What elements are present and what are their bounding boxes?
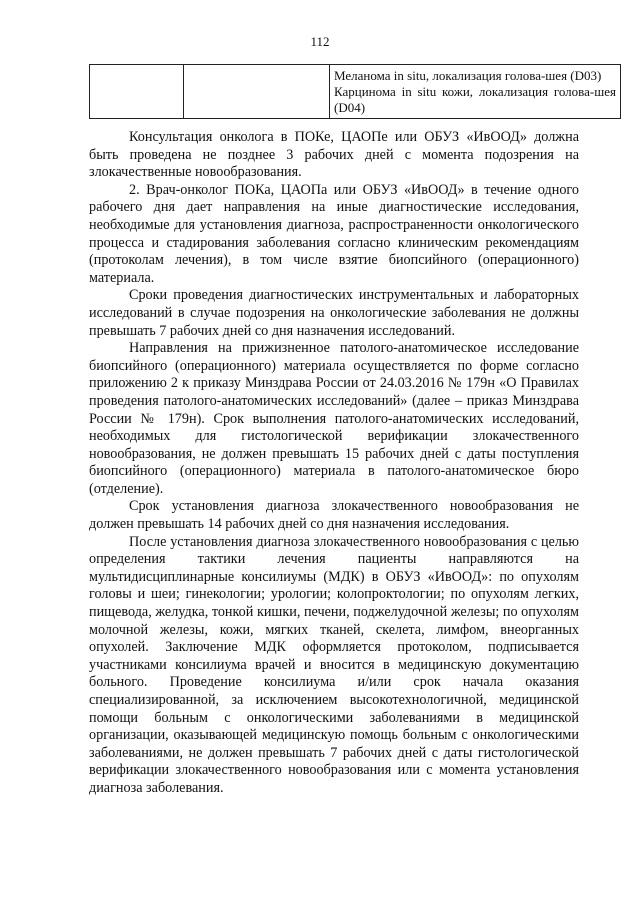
document-body: [89, 129, 579, 798]
table-cell-empty-1: [90, 65, 184, 119]
page-number: 112: [310, 34, 330, 49]
paragraph-pathology-referral: Направления на прижизненное патолого-анатомическое исследование биопсийного (операционного) материала осуществляется по форме согласно приложению 2 к приказу Минздрава России от 24.03.2016 № 179н «О Правилах проведения патолого-анатомических исследований» (далее – приказ Минздрава России № 179н). Срок выполнения патолого-анатомических исследований, необходимых для гистологической верификации злокачественного новообразования, не должен превышать 15 рабочих дней с даты поступления биопсийного (операционного) материала в патолого-анатомическое бюро (отделение).: [89, 340, 579, 497]
paragraph-consultation-deadline: Консультация онколога в ПОКе, ЦАОПе или ОБУЗ «ИвООД» должна быть проведена не позднее 3 рабочих дней с момента подозрения на злокачественные новообразования.: [89, 129, 579, 181]
diagnosis-line-melanoma: Меланома in situ, локализация голова-шея (D03): [334, 68, 602, 83]
table-row: [90, 65, 621, 119]
table-cell-diagnoses: [330, 65, 621, 119]
paragraph-diagnostic-deadlines: Сроки проведения диагностических инструментальных и лабораторных исследований в случае подозрения на онкологические заболевания не должны превышать 7 рабочих дней со дня назначения исследований.: [89, 287, 579, 339]
paragraph-mdk-council: После установления диагноза злокачественного новообразования с целью определения тактики лечения пациенты направляются на мультидисциплинарные консилиумы (МДК) в ОБУЗ «ИвООД»: по опухолям головы и шеи; гинекологии; урологии; колопроктологии; по опухолям легких, пищевода, желудка, тонкой кишки, печени, поджелудочной железы; по опухолям молочной железы, кожи, мягких тканей, скелета, лимфом, внеорганных опухолей. Заключение МДК оформляется протоколом, подписывается участниками консилиума врачей и вносится в медицинскую документацию больного. Проведение консилиума и/или срок начала оказания специализированной, за исключением высокотехнологичной, медицинской помощи больным с онкологическими заболеваниями в медицинской организации, оказывающей медицинскую помощь больным с онкологическими заболеваниями, не должен превышать 7 рабочих дней с даты гистологической верификации злокачественного новообразования или с момента установления диагноза заболевания.: [89, 533, 579, 796]
diagnosis-table: [89, 64, 621, 119]
table-cell-empty-2: [184, 65, 330, 119]
diagnosis-line-carcinoma: Карцинома in situ кожи, локализация голова-шея (D04): [334, 84, 616, 115]
paragraph-diagnosis-deadline: Срок установления диагноза злокачественного новообразования не должен превышать 14 рабочих дней со дня назначения исследования.: [89, 498, 579, 533]
paragraph-oncologist-referrals: 2. Врач-онколог ПОКа, ЦАОПа или ОБУЗ «ИвООД» в течение одного рабочего дня дает направления на иные диагностические исследования, необходимые для установления диагноза, распространенности онкологического процесса и стадирования заболевания согласно клиническим рекомендациям (протоколам лечения), в том числе взятие биопсийного (операционного) материала.: [89, 181, 579, 286]
